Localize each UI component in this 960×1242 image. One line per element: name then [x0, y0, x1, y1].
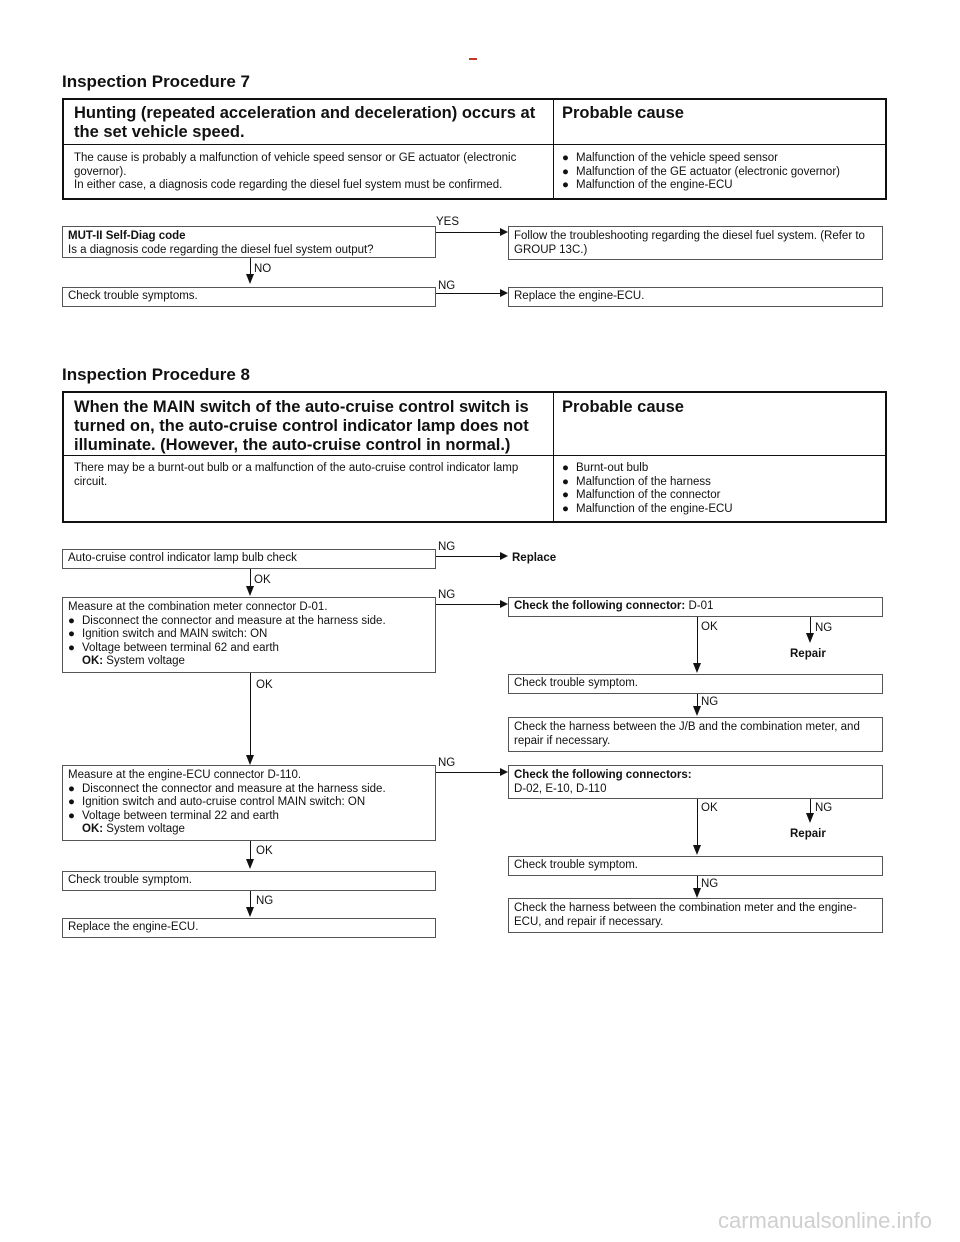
- connector-check-d01-box: Check the following connector: D-01: [508, 597, 883, 617]
- ok-label: OK: [701, 802, 718, 814]
- ng-label: NG: [256, 895, 274, 907]
- check-symptom-box: Check trouble symptom.: [62, 871, 436, 891]
- yes-label: YES: [436, 216, 460, 228]
- check-symptom-box: Check trouble symptom.: [508, 674, 883, 694]
- arrow-right-icon: [500, 768, 508, 776]
- proc8-header-left: When the MAIN switch of the auto-cruise control switch is turned on, the auto-cruise control indicator lamp does not illuminate. (However, the auto-cruise control in normal.): [74, 398, 529, 454]
- proc7-header-right: Probable cause: [562, 104, 684, 122]
- replace-label: Replace: [512, 552, 557, 564]
- cause-item: ● Burnt-out bulb: [562, 462, 649, 474]
- proc7-body-left: The cause is probably a malfunction of vehicle speed sensor or GE actuator (electronic governor). In either case, a diagnosis code regarding the diesel fuel system must be confirmed.: [74, 152, 517, 191]
- proc7-title: Inspection Procedure 7: [62, 72, 250, 91]
- measure-combination-meter-box: Measure at the combination meter connector D-01. ● Disconnect the connector and measure at the harness side. ● Ignition switch and MAIN switch: ON ● Voltage between terminal 62 and earth OK: System voltage: [62, 597, 436, 673]
- ng-label: NG: [701, 878, 719, 890]
- repair-label: Repair: [790, 828, 826, 840]
- proc8-causes: [562, 462, 882, 516]
- arrow-right-icon: [500, 600, 508, 608]
- proc7-header-left: Hunting (repeated acceleration and deceleration) occurs at the set vehicle speed.: [74, 104, 536, 141]
- proc7-info-table: [62, 98, 887, 200]
- ng-label: NG: [438, 280, 456, 292]
- proc8-header-right: Probable cause: [562, 398, 684, 416]
- ng-label: NG: [815, 802, 833, 814]
- harness-meter-ecu-box: Check the harness between the combination meter and the engine-ECU, and repair if necessary.: [508, 898, 883, 933]
- repair-label: Repair: [790, 648, 826, 660]
- proc7-causes: [562, 152, 882, 193]
- ng-label: NG: [701, 696, 719, 708]
- arrow-down-icon: [693, 706, 701, 716]
- ok-label: OK: [256, 845, 273, 857]
- cause-item: ● Malfunction of the GE actuator (electronic governor): [562, 165, 840, 178]
- cause-item: ● Malfunction of the connector: [562, 489, 721, 501]
- watermark: carmanualsonline.info: [717, 1208, 932, 1233]
- diesel-troubleshoot-box: Follow the troubleshooting regarding the diesel fuel system. (Refer to GROUP 13C.): [508, 226, 883, 260]
- arrow-right-icon: [500, 289, 508, 297]
- arrow-down-icon: [693, 888, 701, 898]
- arrow-down-icon: [693, 663, 701, 673]
- arrow-down-icon: [693, 845, 701, 855]
- cause-item: ● Malfunction of the engine-ECU: [562, 502, 733, 515]
- connector-check-multi-box: Check the following connectors: D-02, E-10, D-110: [508, 765, 883, 799]
- replace-ecu-box: Replace the engine-ECU.: [62, 918, 436, 938]
- ng-label: NG: [815, 622, 833, 634]
- proc8-body-left: There may be a burnt-out bulb or a malfunction of the auto-cruise control indicator lamp circuit.: [74, 462, 519, 488]
- check-symptom-box: Check trouble symptom.: [508, 856, 883, 876]
- bulb-check-box: Auto-cruise control indicator lamp bulb check: [62, 549, 436, 569]
- check-symptoms-box: Check trouble symptoms.: [62, 287, 436, 307]
- ok-label: OK: [254, 574, 271, 586]
- cause-item: ● Malfunction of the vehicle speed sensor: [562, 152, 779, 164]
- mut-diag-box: MUT-II Self-Diag code Is a diagnosis code regarding the diesel fuel system output?: [62, 226, 436, 258]
- cause-item: ● Malfunction of the engine-ECU: [562, 179, 733, 191]
- proc7-header-divider: [64, 144, 885, 145]
- arrow-down-icon: [806, 633, 814, 643]
- measure-engine-ecu-box: Measure at the engine-ECU connector D-110. ● Disconnect the connector and measure at the harness side. ● Ignition switch and auto-cruise control MAIN switch: ON ● Voltage between terminal 22 and earth OK: System voltage: [62, 765, 436, 841]
- ng-label: NG: [438, 541, 456, 553]
- arrow-down-icon: [246, 907, 254, 917]
- top-mark: [469, 58, 477, 60]
- proc8-title: Inspection Procedure 8: [62, 365, 250, 384]
- ng-label: NG: [438, 757, 456, 769]
- cause-item: ● Malfunction of the harness: [562, 475, 711, 488]
- proc7-column-divider: [553, 100, 554, 198]
- arrow-down-icon: [246, 859, 254, 869]
- arrow-down-icon: [246, 755, 254, 765]
- proc8-info-table: [62, 391, 887, 523]
- ok-label: OK: [701, 621, 718, 633]
- arrow-right-icon: [500, 552, 508, 560]
- proc8-header-divider: [64, 455, 885, 456]
- arrow-down-icon: [806, 813, 814, 823]
- ng-label: NG: [438, 589, 456, 601]
- ok-label: OK: [256, 679, 273, 691]
- no-label: NO: [254, 263, 272, 275]
- arrow-down-icon: [246, 274, 254, 284]
- arrow-down-icon: [246, 586, 254, 596]
- proc8-column-divider: [553, 393, 554, 521]
- arrow-right-icon: [500, 228, 508, 236]
- replace-ecu-box: Replace the engine-ECU.: [508, 287, 883, 307]
- harness-jb-meter-box: Check the harness between the J/B and the combination meter, and repair if necessary.: [508, 717, 883, 752]
